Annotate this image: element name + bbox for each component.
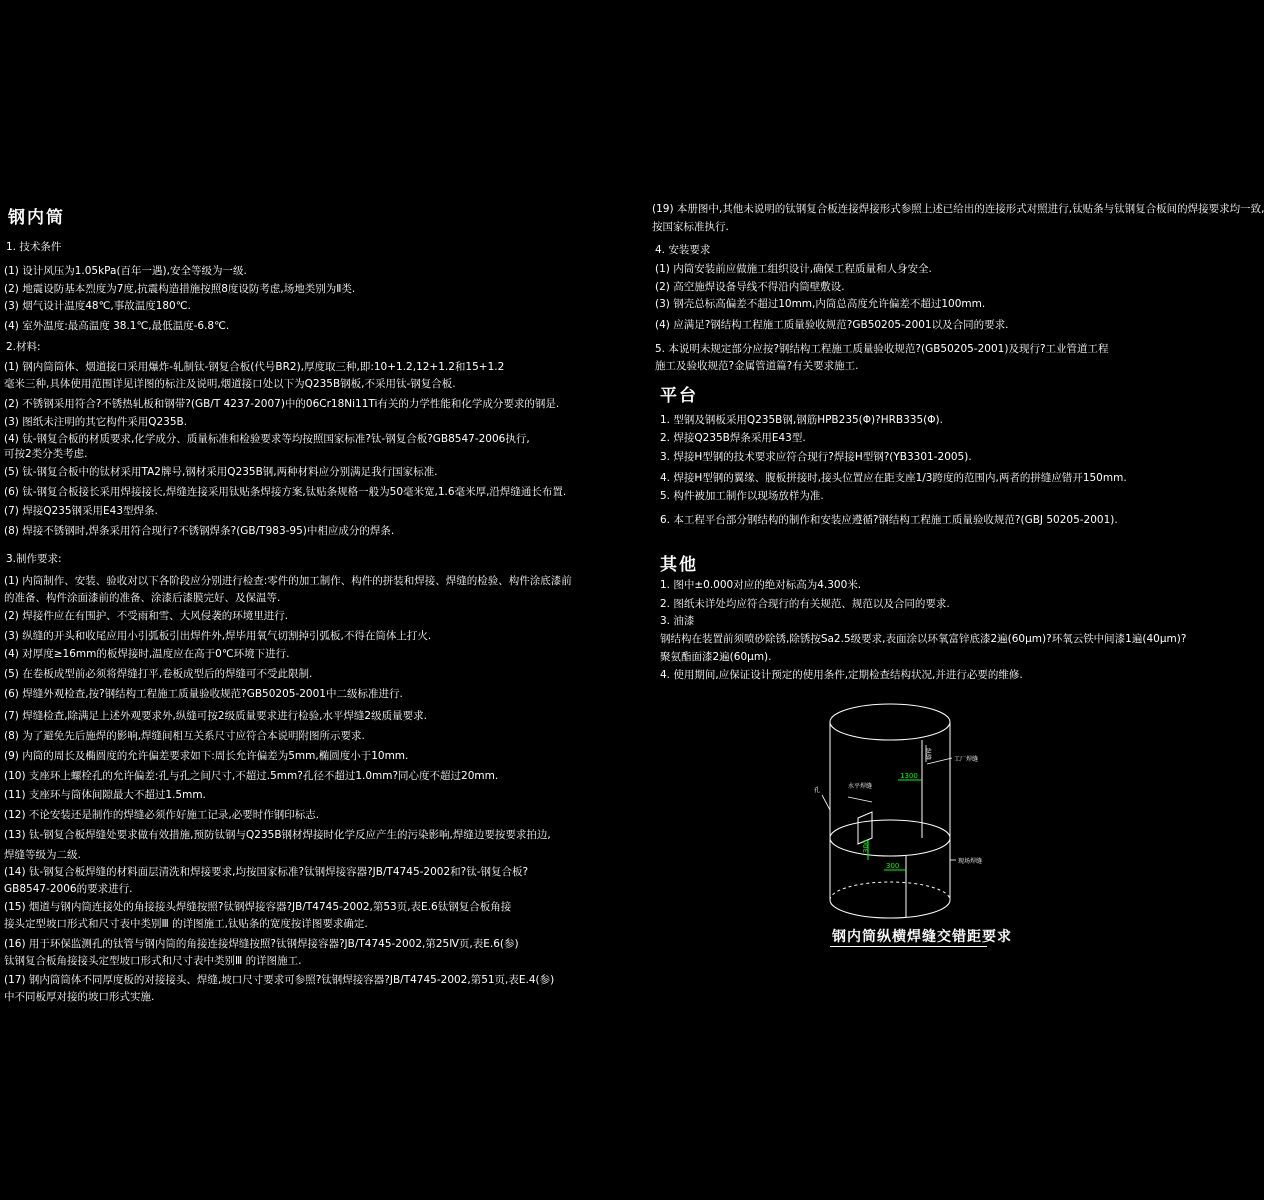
list-item: 3. 油漆 (660, 615, 695, 627)
list-item: 聚氨酯面漆2遍(60μm). (660, 651, 772, 663)
list-item: (13) 钛-钢复合板焊缝处要求做有效措施,预防钛钢与Q235B钢材焊接时化学反应产生的污染影响,焊缝边要按要求拍边, (4, 829, 551, 841)
cylinder-top-ellipse (830, 704, 950, 740)
list-item: (10) 支座环上螺栓孔的允许偏差:孔与孔之间尺寸,不超过.5mm?孔径不超过1.0mm?同心度不超过20mm. (4, 770, 499, 782)
dim-text-mid: 300 (886, 862, 900, 870)
leader-horizontal (848, 797, 872, 802)
label-factory-weld: 工厂焊缝 (954, 756, 979, 763)
list-item: (4) 室外温度:最高温度 38.1℃,最低温度-6.8℃. (4, 320, 230, 332)
list-item: (3) 烟气设计温度48℃,事故温度180℃. (4, 300, 191, 312)
list-item: (2) 高空施焊设备导线不得沿内筒壁敷设. (655, 281, 845, 293)
list-item: (5) 在卷板成型前必须将焊缝打平,卷板成型后的焊缝可不受此限制. (4, 668, 313, 680)
list-item: (15) 烟道与钢内筒连接处的角接接头焊缝按照?钛钢焊接容器?JB/T4745-2002,第53页,表E.6钛钢复合板角接 (4, 901, 512, 913)
list-item: 4. 使用期间,应保证设计预定的使用条件,定期检查结构状况,并进行必要的维修. (660, 669, 1023, 681)
list-item: 施工及验收规范?金属管道篇?有关要求施工. (655, 360, 859, 372)
list-item: (1) 设计风压为1.05kPa(百年一遇),安全等级为一级. (4, 265, 247, 277)
list-item: (19) 本册图中,其他未说明的钛钢复合板连接焊接形式参照上述已给出的连接形式对照进行,钛贴条与钛钢复合板间的焊接要求均一致, (652, 203, 1264, 215)
list-item: (1) 钢内筒筒体、烟道接口采用爆炸-轧制钛-钢复合板(代号BR2),厚度取三种,即:10+1.2,12+1.2和15+1.2 (4, 361, 505, 373)
list-item: 2. 焊接Q235B焊条采用E43型. (660, 432, 806, 444)
list-item: (3) 图纸未注明的其它构件采用Q235B. (4, 416, 188, 428)
section-title-steel-inner-cylinder: 钢内筒 (8, 208, 65, 228)
opening-rectangle (858, 812, 872, 844)
list-item: (6) 钛-钢复合板接长采用焊接接长,焊缝连接采用钛贴条焊接方案,钛贴条规格一般为50毫米宽,1.6毫米厚,沿焊缝通长布置. (4, 486, 567, 498)
list-item: 1. 图中±0.000对应的绝对标高为4.300米. (660, 579, 862, 591)
list-item: (9) 内筒的周长及椭圆度的允许偏差要求如下:周长允许偏差为5mm,椭圆度小于10mm. (4, 750, 409, 762)
list-item: (8) 焊接不锈钢时,焊条采用符合现行?不锈钢焊条?(GB/T983-95)中相应成分的焊条. (4, 525, 395, 537)
list-item: (7) 焊缝检查,除满足上述外观要求外,纵缝可按2级质量要求进行检验,水平焊缝2级质量要求. (4, 710, 427, 722)
list-item: 焊缝等级为二级. (4, 849, 81, 861)
list-item: 的准备、构件涂面漆前的准备、涂漆后漆膜完好、及保温等. (4, 592, 281, 604)
list-item: (8) 为了避免先后施焊的影响,焊缝间相互关系尺寸应符合本说明附图所示要求. (4, 730, 365, 742)
list-item: 毫米三种,具体使用范围详见详图的标注及说明,烟道接口处以下为Q235B钢板,不采用钛-钢复合板. (4, 378, 456, 390)
list-item: (7) 焊接Q235钢采用E43型焊条. (4, 505, 158, 517)
dim-text-top: 1300 (900, 772, 918, 780)
list-item: (11) 支座环与筒体间隙最大不超过1.5mm. (4, 789, 206, 801)
label-site-weld: 现场焊缝 (958, 858, 983, 865)
list-item: (1) 内筒安装前应做施工组织设计,确保工程质量和人身安全. (655, 263, 932, 275)
list-item: (3) 纵缝的开头和收尾应用小引弧板引出焊件外,焊毕用氧气切割掉引弧板,不得在筒体上打火. (4, 630, 432, 642)
label-vertical-weld: 纵缝 (924, 748, 931, 761)
list-item: (17) 钢内筒筒体不同厚度板的对接接头、焊缝,坡口尺寸要求可参照?钛钢焊接容器?JB/T4745-2002,第51页,表E.4(参) (4, 974, 555, 986)
weld-offset-cylinder-diagram (800, 700, 1040, 960)
list-item: (4) 应满足?钢结构工程施工质量验收规范?GB50205-2001以及合同的要求. (655, 319, 1009, 331)
list-item: (6) 焊缝外观检查,按?钢结构工程施工质量验收规范?GB50205-2001中二级标准进行. (4, 688, 403, 700)
fabrication-heading: 3.制作要求: (6, 553, 62, 565)
list-item: (2) 地震设防基本烈度为7度,抗震构造措施按照8度设防考虑,场地类别为Ⅱ类. (4, 283, 356, 295)
list-item: 按国家标准执行. (652, 221, 729, 233)
dim-text-side: 300 (862, 839, 870, 853)
horizontal-weld-ellipse (830, 820, 950, 856)
tech-conditions-heading: 1. 技术条件 (6, 241, 62, 253)
list-item: 4. 焊接H型钢的翼缘、腹板拼接时,接头位置应在距支座1/3跨度的范围内,两者的拼缝应错开150mm. (660, 472, 1127, 484)
label-hole: 孔 (814, 787, 821, 794)
list-item: (1) 内筒制作、安装、验收对以下各阶段应分别进行检查:零件的加工制作、构件的拼装和焊接、焊缝的检验、构件涂底漆前 (4, 575, 572, 587)
list-item: (12) 不论安装还是制作的焊缝必须作好施工记录,必要时作钢印标志. (4, 809, 320, 821)
list-item: 钛钢复合板角接接头定型坡口形式和尺寸表中类别Ⅲ 的详图施工. (4, 955, 302, 967)
list-item: (3) 钢壳总标高偏差不超过10mm,内筒总高度允许偏差不超过100mm. (655, 298, 986, 310)
list-item: (5) 钛-钢复合板中的钛材采用TA2牌号,钢材采用Q235B钢,两种材料应分别满足我行国家标准. (4, 466, 438, 478)
materials-heading: 2.材料: (6, 341, 41, 353)
list-item: (14) 钛-钢复合板焊缝的材料面层清洗和焊接要求,均按国家标准?钛钢焊接容器?JB/T4745-2002和?钛-钢复合板? (4, 866, 529, 878)
cylinder-bottom-back (830, 882, 950, 900)
section-title-other: 其他 (660, 555, 698, 575)
list-item: 可按2类分类考虑. (4, 448, 88, 460)
section-title-platform: 平台 (660, 386, 698, 406)
list-item: 5. 本说明未规定部分应按?钢结构工程施工质量验收规范?(GB50205-2001)及现行?工业管道工程 (655, 343, 1109, 355)
list-item: 6. 本工程平台部分钢结构的制作和安装应遵循?钢结构工程施工质量验收规范?(GBJ 50205-2001). (660, 514, 1118, 526)
list-item: 5. 构件被加工制作以现场放样为准. (660, 490, 824, 502)
list-item: 2. 图纸未详处均应符合现行的有关规范、规范以及合同的要求. (660, 598, 950, 610)
cylinder-bottom-front (830, 900, 950, 918)
list-item: (16) 用于环保监测孔的钛管与钢内筒的角接连接焊缝按照?钛钢焊接容器?JB/T4745-2002,第25Ⅳ页,表E.6(参) (4, 938, 519, 950)
list-item: (2) 不锈钢采用符合?不锈热轧板和钢带?(GB/T 4237-2007)中的06Cr18Ni11Ti有关的力学性能和化学成分要求的钢是. (4, 398, 560, 410)
list-item: 3. 焊接H型钢的技术要求应符合现行?焊接H型钢?(YB3301-2005). (660, 451, 972, 463)
list-item: 1. 型钢及钢板采用Q235B钢,钢筋HPB235(Φ)?HRB335(Φ). (660, 414, 943, 426)
list-item: (4) 对厚度≥16mm的板焊接时,温度应在高于0℃环境下进行. (4, 648, 290, 660)
list-item: (2) 焊接件应在有围护、不受雨和雪、大风侵袭的环境里进行. (4, 610, 289, 622)
list-item: GB8547-2006的要求进行. (4, 883, 133, 895)
caption-underline (830, 946, 987, 947)
list-item: (4) 钛-钢复合板的材质要求,化学成分、质量标准和检验要求等均按照国家标准?钛-钢复合板?GB8547-2006执行, (4, 433, 530, 445)
installation-heading: 4. 安装要求 (655, 244, 711, 256)
list-item: 钢结构在装置前须喷砂除锈,除锈按Sa2.5级要求,表面涂以环氧富锌底漆2遍(60μm)?环氧云铁中间漆1遍(40μm)? (660, 633, 1187, 645)
list-item: 接头定型坡口形式和尺寸表中类别Ⅲ 的详图施工,钛贴条的宽度按详图要求确定. (4, 918, 368, 930)
leader-hole (822, 795, 830, 810)
label-horizontal-weld: 水平焊缝 (848, 783, 873, 790)
diagram-caption: 钢内筒纵横焊缝交错距要求 (832, 929, 1012, 945)
list-item: 中不同板厚对接的坡口形式实施. (4, 991, 155, 1003)
